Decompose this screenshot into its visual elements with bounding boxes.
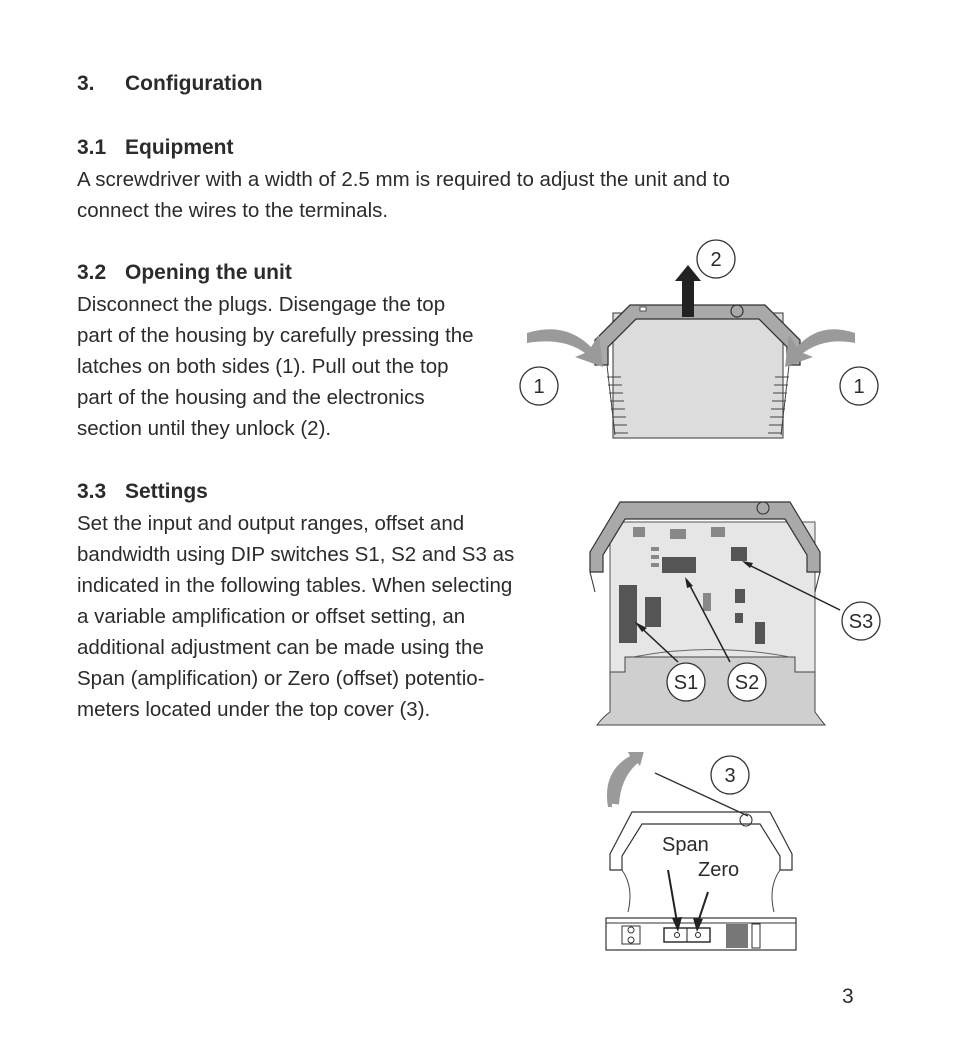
- text-line: section until they unlock (2).: [77, 417, 332, 440]
- settings-number: 3.3: [77, 480, 107, 503]
- text-line: part of the housing and the electronics: [77, 386, 425, 409]
- callout-s3-label: S3: [848, 611, 874, 633]
- page-number: 3: [842, 985, 854, 1008]
- text-line: Span (amplification) or Zero (offset) potentio-: [77, 667, 485, 690]
- settings-heading: [77, 480, 208, 504]
- equipment-heading: [77, 136, 234, 160]
- text-line: connect the wires to the terminals.: [77, 199, 389, 222]
- callout-s2-label: S2: [734, 672, 760, 694]
- opening-heading: [77, 261, 292, 285]
- section-number: 3.: [77, 72, 95, 95]
- text-line: additional adjustment can be made using the: [77, 636, 484, 659]
- callout-1-right-label: 1: [853, 376, 865, 398]
- equipment-paragraph: [77, 164, 730, 226]
- text-line: indicated in the following tables. When selecting: [77, 574, 513, 597]
- cover-figure: [600, 752, 805, 957]
- text-line: Set the input and output ranges, offset and: [77, 512, 465, 535]
- text-line: part of the housing by carefully pressing the: [77, 324, 474, 347]
- opening-paragraph: [77, 289, 474, 444]
- settings-title: Settings: [125, 480, 208, 503]
- equipment-title: Equipment: [125, 136, 234, 159]
- text-line: bandwidth using DIP switches S1, S2 and S3 as: [77, 543, 515, 566]
- text-line: a variable amplification or offset setting, an: [77, 605, 466, 628]
- opening-title: Opening the unit: [125, 261, 292, 284]
- text-line: A screwdriver with a width of 2.5 mm is required to adjust the unit and to: [77, 168, 730, 191]
- text-line: latches on both sides (1). Pull out the top: [77, 355, 449, 378]
- zero-label: Zero: [698, 859, 740, 881]
- callout-1-left-label: 1: [533, 376, 545, 398]
- settings-figure: [585, 497, 890, 727]
- section-title: Configuration: [125, 72, 263, 95]
- text-line: Disconnect the plugs. Disengage the top: [77, 293, 446, 316]
- callout-3-label: 3: [724, 765, 736, 787]
- equipment-number: 3.1: [77, 136, 107, 159]
- section-heading: [77, 72, 263, 96]
- opening-number: 3.2: [77, 261, 107, 284]
- settings-paragraph: [77, 508, 514, 725]
- callout-2-label: 2: [710, 249, 722, 271]
- callout-s1-label: S1: [673, 672, 699, 694]
- span-label: Span: [662, 834, 709, 856]
- text-line: meters located under the top cover (3).: [77, 698, 431, 721]
- opening-figure: [515, 235, 890, 440]
